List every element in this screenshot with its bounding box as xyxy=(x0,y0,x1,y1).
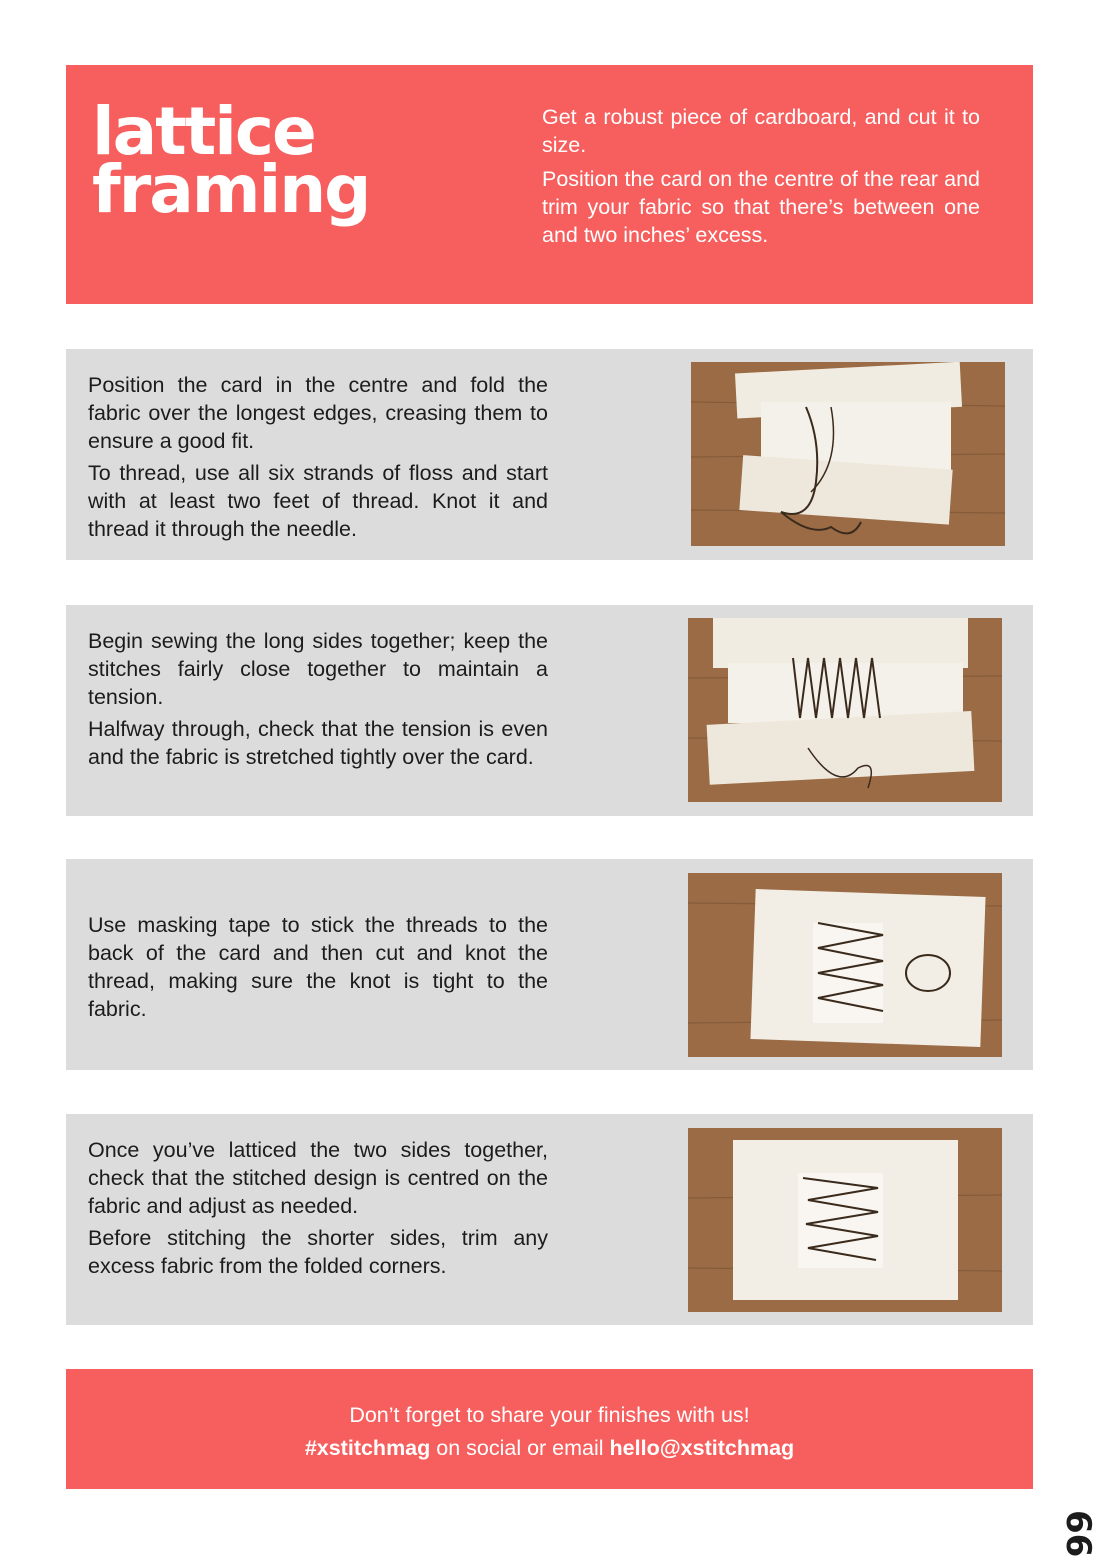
step-4-panel xyxy=(66,1114,1033,1325)
step-3-text xyxy=(88,911,548,1027)
step-4-text xyxy=(88,1136,548,1284)
title-line-1: lattice xyxy=(92,93,315,170)
step-1-paragraph-2: To thread, use all six strands of floss and start with at least two feet of thread. Knot it and thread it through the needle. xyxy=(88,461,548,541)
step-3-photo xyxy=(688,873,1002,1057)
step-2-text xyxy=(88,627,548,775)
footer-email-link[interactable]: hello@xstitchmag xyxy=(609,1436,795,1460)
footer-line-1: Don’t forget to share your finishes with us! xyxy=(349,1403,750,1427)
step-2-paragraph-1: Begin sewing the long sides together; keep the stitches fairly close together to maintain a tension. xyxy=(88,629,548,709)
intro-paragraph-1: Get a robust piece of cardboard, and cut it to size. xyxy=(542,105,980,157)
intro-text xyxy=(542,103,980,255)
step-4-paragraph-1: Once you’ve latticed the two sides together, check that the stitched design is centred on the fabric and adjust as needed. xyxy=(88,1138,548,1218)
step-1-photo xyxy=(691,362,1005,546)
step-2-panel xyxy=(66,605,1033,816)
step-4-paragraph-2: Before stitching the shorter sides, trim any excess fabric from the folded corners. xyxy=(88,1226,548,1278)
step-1-text xyxy=(88,371,548,547)
step-4-photo xyxy=(688,1128,1002,1312)
step-2-paragraph-2: Halfway through, check that the tension is even and the fabric is stretched tightly over the card. xyxy=(88,717,548,769)
header-banner xyxy=(66,65,1033,304)
footer-hashtag[interactable]: #xstitchmag xyxy=(304,1436,431,1460)
step-3-paragraph-1: Use masking tape to stick the threads to the back of the card and then cut and knot the thread, making sure the knot is tight to the fabric. xyxy=(88,913,548,1021)
footer-line-2 xyxy=(66,1436,1033,1461)
footer-banner xyxy=(66,1369,1033,1489)
step-1-panel xyxy=(66,349,1033,560)
page-title xyxy=(92,93,370,228)
title-line-2: framing xyxy=(92,151,370,228)
intro-paragraph-2: Position the card on the centre of the rear and trim your fabric so that there’s between one and two inches’ excess. xyxy=(542,167,980,247)
page-number: 66 xyxy=(1058,1510,1098,1557)
step-2-photo xyxy=(688,618,1002,802)
footer-middle-text: on social or email xyxy=(430,1436,610,1460)
step-1-paragraph-1: Position the card in the centre and fold the fabric over the longest edges, creasing them to ensure a good fit. xyxy=(88,373,548,453)
step-3-panel xyxy=(66,859,1033,1070)
